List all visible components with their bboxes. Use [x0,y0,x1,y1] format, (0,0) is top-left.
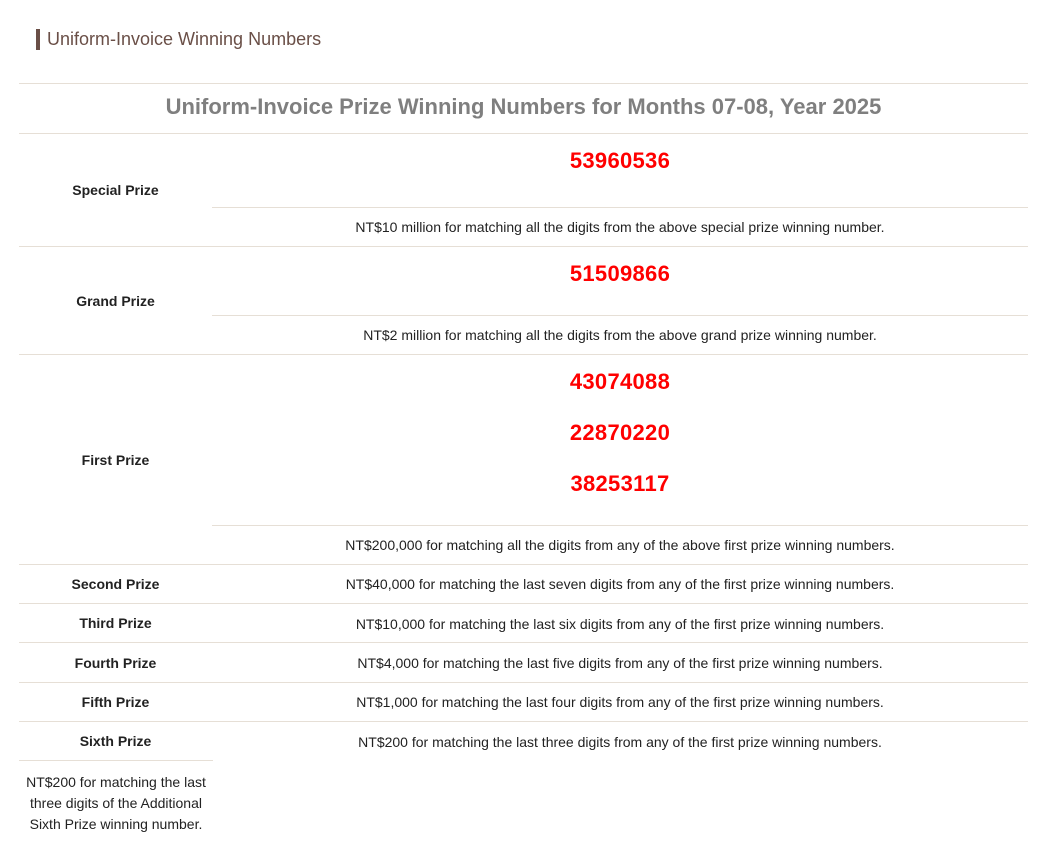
third-prize-description: NT$10,000 for matching the last six digits from any of the first prize winning numbers. [355,616,885,632]
section-title: Uniform-Invoice Winning Numbers [47,28,322,49]
divider [19,83,1028,84]
heading-accent-bar [36,29,40,50]
divider [19,603,1028,604]
divider [212,315,1028,316]
divider [19,760,213,761]
divider [212,207,1028,208]
fourth-prize-description: NT$4,000 for matching the last five digits from any of the first prize winning numbers. [357,655,883,671]
special-prize-number: 53960536 [569,148,671,173]
divider [19,564,1028,565]
fifth-prize-label: Fifth Prize [81,694,150,710]
special-prize-description: NT$10 million for matching all the digits from the above special prize winning number. [355,219,885,235]
divider [19,642,1028,643]
special-prize-label: Special Prize [72,182,159,198]
divider [212,525,1028,526]
divider [19,682,1028,683]
grand-prize-number: 51509866 [569,261,671,286]
sixth-prize-label: Sixth Prize [79,733,152,749]
second-prize-label: Second Prize [71,576,160,592]
divider [19,133,1028,134]
divider [19,354,1028,355]
third-prize-label: Third Prize [79,615,152,631]
table-title: Uniform-Invoice Prize Winning Numbers for Months 07-08, Year 2025 [165,94,882,119]
divider [19,721,1028,722]
fifth-prize-description: NT$1,000 for matching the last four digits from any of the first prize winning numbers. [356,694,884,710]
grand-prize-label: Grand Prize [76,293,155,309]
divider [19,246,1028,247]
first-prize-number: 22870220 [569,420,671,445]
first-prize-number: 43074088 [569,369,671,394]
fourth-prize-label: Fourth Prize [74,655,157,671]
first-prize-description: NT$200,000 for matching all the digits from any of the above first prize winning numbers. [345,537,895,553]
section-heading [36,28,321,50]
first-prize-number: 38253117 [570,471,670,496]
second-prize-description: NT$40,000 for matching the last seven digits from any of the first prize winning numbers. [345,576,895,592]
grand-prize-description: NT$2 million for matching all the digits from the above grand prize winning number. [363,327,877,343]
sixth-prize-description: NT$200 for matching the last three digits from any of the first prize winning numbers. [358,734,882,750]
additional-sixth-prize-note: NT$200 for matching the last three digits of the Additional Sixth Prize winning number. [26,774,206,832]
first-prize-label: First Prize [81,452,150,468]
